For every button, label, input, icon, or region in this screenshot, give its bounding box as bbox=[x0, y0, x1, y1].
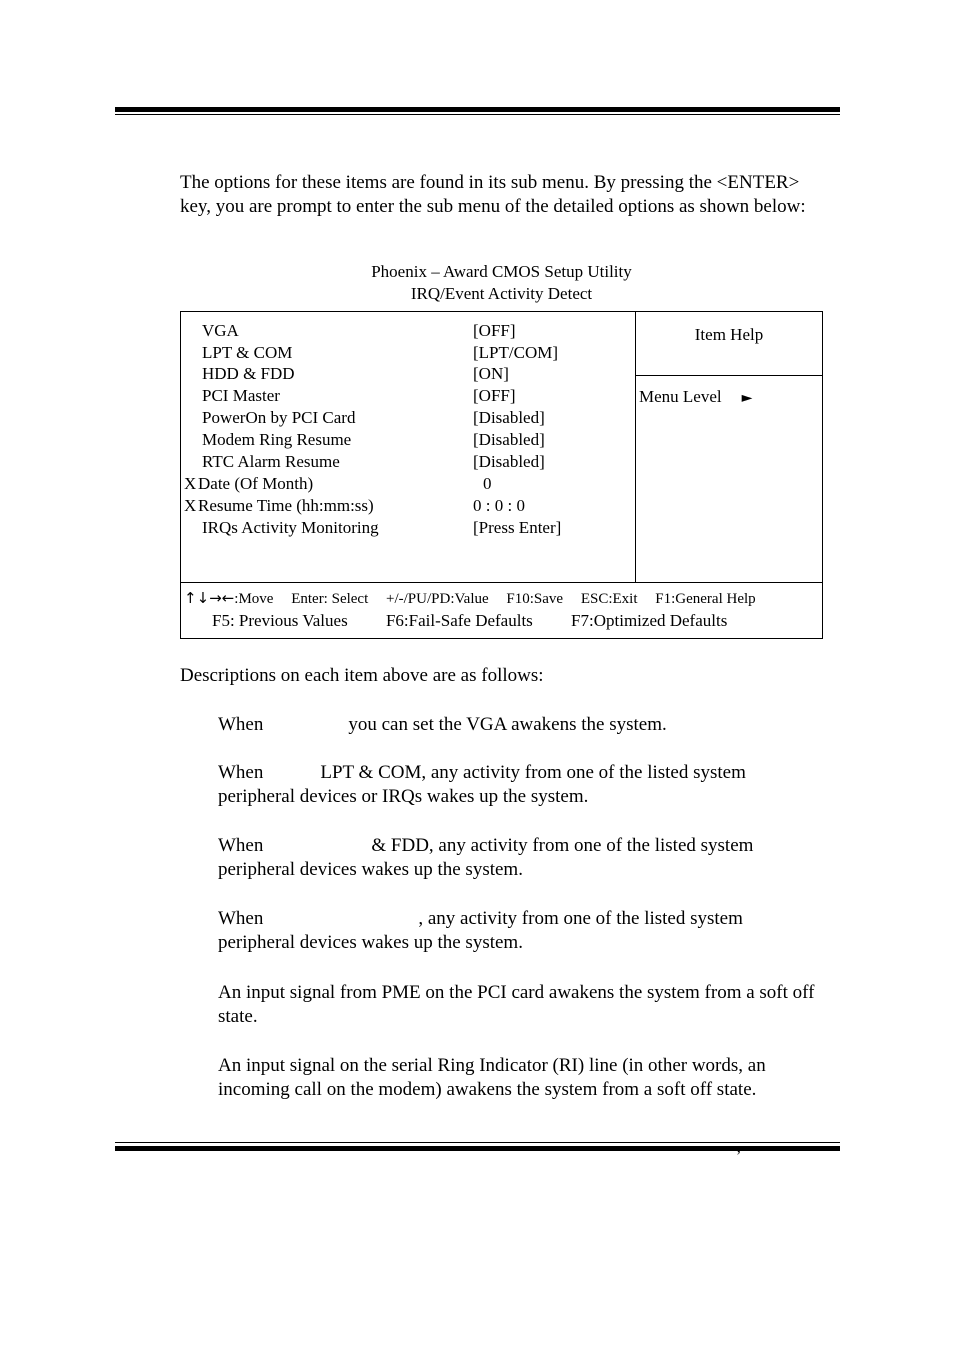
row-value: 0 : 0 : 0 bbox=[473, 496, 525, 515]
desc-vga bbox=[218, 713, 830, 737]
triangle-right-icon: ► bbox=[741, 390, 753, 406]
row-label: Date (Of Month) bbox=[198, 474, 314, 493]
header-rule-thin bbox=[115, 114, 840, 115]
row-value[interactable]: [OFF] bbox=[473, 321, 516, 340]
descriptions-heading: Descriptions on each item above are as follows: bbox=[180, 665, 544, 686]
key-legend-line2 bbox=[212, 611, 761, 631]
bios-row-pci-master[interactable] bbox=[181, 385, 635, 407]
desc-pci-master bbox=[218, 907, 830, 955]
key-optimized-defaults: F7:Optimized Defaults bbox=[571, 611, 728, 630]
key-fail-safe-defaults: F6:Fail-Safe Defaults bbox=[385, 611, 533, 630]
bios-row-resume-time bbox=[181, 495, 635, 517]
desc-lpt-com bbox=[218, 761, 830, 809]
desc-text: , any activity from one of the listed system bbox=[418, 908, 743, 929]
key-move: :Move bbox=[234, 591, 274, 607]
bios-row-rtc-alarm-resume[interactable] bbox=[181, 451, 635, 473]
bios-row-poweron-pci-card[interactable] bbox=[181, 407, 635, 429]
bios-title: Phoenix – Award CMOS Setup Utility bbox=[371, 262, 632, 281]
row-label: RTC Alarm Resume bbox=[202, 452, 340, 471]
footer-mark: ’ bbox=[736, 1148, 742, 1165]
row-label: Modem Ring Resume bbox=[202, 430, 352, 449]
desc-text: & FDD, any activity from one of the listed system bbox=[371, 835, 754, 856]
item-help-panel bbox=[636, 312, 822, 582]
row-value: 0 bbox=[483, 474, 492, 493]
bios-row-date-of-month bbox=[181, 473, 635, 495]
menu-level-label: Menu Level bbox=[639, 387, 722, 406]
key-exit: ESC:Exit bbox=[580, 591, 638, 607]
row-label: IRQs Activity Monitoring bbox=[202, 518, 379, 537]
footer-rule-thick bbox=[115, 1146, 840, 1151]
row-value[interactable]: [OFF] bbox=[473, 386, 516, 405]
desc-text-line2: peripheral devices wakes up the system. bbox=[218, 932, 523, 953]
key-save: F10:Save bbox=[506, 591, 564, 607]
key-enter: Enter: Select bbox=[291, 591, 369, 607]
desc-hdd-fdd bbox=[218, 834, 830, 882]
row-label: VGA bbox=[202, 321, 239, 340]
desc-poweron-pci-card: An input signal from PME on the PCI card awakens the system from a soft off state. bbox=[218, 982, 815, 1027]
row-label: PCI Master bbox=[202, 386, 280, 405]
desc-when: When bbox=[218, 714, 264, 735]
desc-text: you can set the VGA awakens the system. bbox=[348, 714, 667, 735]
key-legend bbox=[181, 582, 822, 639]
key-legend-line1 bbox=[184, 589, 770, 608]
desc-text: LPT & COM, any activity from one of the listed system bbox=[320, 762, 746, 783]
row-value[interactable]: [Press Enter] bbox=[473, 518, 562, 537]
bios-setup-screen bbox=[180, 311, 823, 639]
desc-text-line2: peripheral devices or IRQs wakes up the system. bbox=[218, 786, 589, 807]
bios-row-irqs-activity-monitoring[interactable] bbox=[181, 517, 635, 539]
desc-text-line2: peripheral devices wakes up the system. bbox=[218, 859, 523, 880]
row-value[interactable]: [Disabled] bbox=[473, 452, 545, 471]
bios-row-modem-ring-resume[interactable] bbox=[181, 429, 635, 451]
key-previous-values: F5: Previous Values bbox=[212, 611, 348, 630]
row-label: LPT & COM bbox=[202, 343, 293, 362]
bios-row-vga[interactable] bbox=[181, 320, 635, 342]
key-help: F1:General Help bbox=[655, 591, 756, 607]
row-disabled-mark: X bbox=[184, 496, 197, 515]
row-label: PowerOn by PCI Card bbox=[202, 408, 356, 427]
row-value[interactable]: [ON] bbox=[473, 364, 509, 383]
row-label: Resume Time (hh:mm:ss) bbox=[198, 496, 374, 515]
row-disabled-mark: X bbox=[184, 474, 197, 493]
intro-paragraph: The options for these items are found in its sub menu. By pressing the <ENTER> key, you are prompt to enter the sub menu of the detailed options as shown below: bbox=[180, 172, 806, 217]
row-value[interactable]: [LPT/COM] bbox=[473, 343, 558, 362]
row-value[interactable]: [Disabled] bbox=[473, 430, 545, 449]
footer-rule-thin bbox=[115, 1142, 840, 1143]
desc-when: When bbox=[218, 835, 264, 856]
bios-row-hdd-fdd[interactable] bbox=[181, 363, 635, 385]
desc-modem-ring-resume: An input signal on the serial Ring Indicator (RI) line (in other words, an incoming call on the modem) awakens the system from a soft off state. bbox=[218, 1055, 766, 1100]
arrow-keys-icon: ↑↓→← bbox=[184, 589, 235, 607]
item-help-title: Item Help bbox=[694, 325, 764, 344]
bios-subtitle: IRQ/Event Activity Detect bbox=[410, 284, 593, 303]
row-label: HDD & FDD bbox=[202, 364, 295, 383]
menu-level bbox=[639, 387, 752, 407]
header-rule-thick bbox=[115, 107, 840, 112]
bios-row-lpt-com[interactable] bbox=[181, 342, 635, 364]
key-value: +/-/PU/PD:Value bbox=[386, 591, 489, 607]
row-value[interactable]: [Disabled] bbox=[473, 408, 545, 427]
bios-item-list bbox=[181, 312, 636, 582]
desc-when: When bbox=[218, 908, 264, 929]
item-help-header bbox=[636, 312, 822, 376]
desc-when: When bbox=[218, 762, 264, 783]
